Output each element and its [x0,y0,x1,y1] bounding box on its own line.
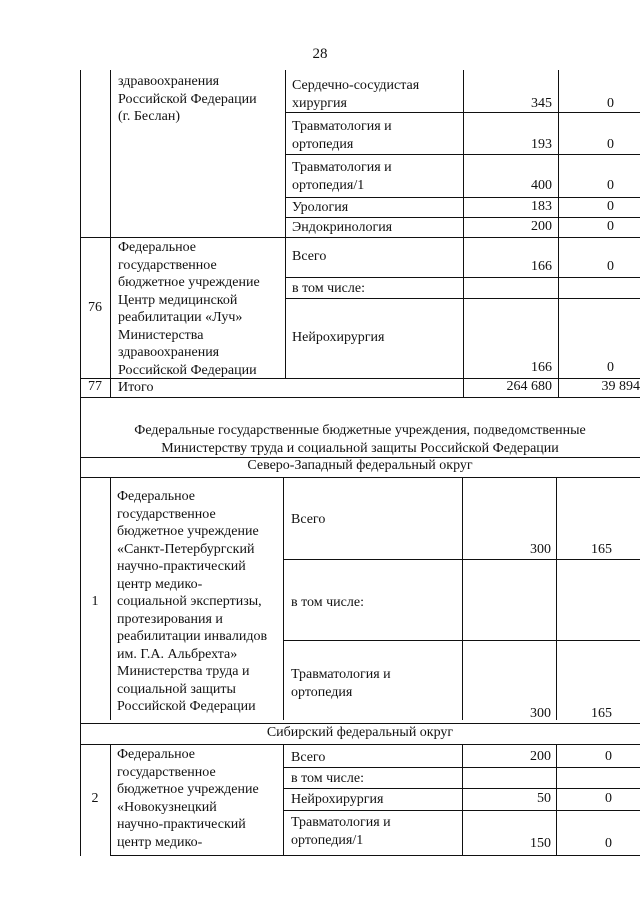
value2-cell: 0 [607,199,614,214]
profile-cell: Урология [292,200,349,215]
col-divider-org [285,70,286,378]
value2-cell: 0 [607,219,614,234]
sub-profile: Нейрохирургия [292,330,385,345]
org-name: Федеральное государственное бюджетное учреждение «Новокузнецкий научно-практический центр медико- [117,747,259,850]
row-number: 76 [88,300,102,315]
total-value: 300 [530,542,551,557]
total-label: Всего [292,249,327,264]
value-cell: 193 [531,137,552,152]
sub-value2: 0 [605,836,612,851]
total-value2: 0 [605,749,612,764]
total-label: Всего [291,750,326,765]
section-title: Федеральные государственные бюджетные учреждения, подведомственные Министерству труда и социальной защиты Российской Федерации [134,423,586,456]
sub-value2: 165 [591,706,612,721]
sub-value: 50 [537,791,551,806]
including-label: в том числе: [291,595,364,610]
page-number: 28 [312,46,328,62]
district-heading: Северо-Западный федеральный округ [247,458,473,473]
profile-cell: Травматология и ортопедия [292,119,392,152]
sub-value2: 0 [607,360,614,375]
total-value: 166 [531,259,552,274]
total-value: 200 [530,749,551,764]
row-number: 77 [88,379,102,394]
org-name: Федеральное государственное бюджетное учреждение Центр медицинской реабилитации «Луч» Министерства здравоохранения Российской Федерации [118,240,260,378]
value-cell: 400 [531,178,552,193]
sub-value: 166 [531,360,552,375]
sub-value2: 0 [605,791,612,806]
total-value2: 165 [591,542,612,557]
grand-total-value2: 39 894 [601,379,640,394]
col-divider-num [110,70,111,398]
including-label: в том числе: [291,771,364,786]
org-name-continued: здравоохранения Российской Федерации (г. Беслан) [118,74,257,124]
total-value2: 0 [607,259,614,274]
row-number: 2 [91,791,99,806]
profile-cell: Сердечно-сосудистая хирургия [292,78,420,111]
sub-profile: Травматология и ортопедия [291,667,391,700]
sub-profile: Нейрохирургия [291,792,384,807]
org-name: Федеральное государственное бюджетное учреждение «Санкт-Петербургский научно-практический центр медико- социальной экспертизы, протезирования и реабилитации инвалидов им. Г.А. Альбрехта» Министерства труда и социальной защиты Российской Федерации [117,489,268,714]
sub-value: 150 [530,836,551,851]
including-label: в том числе: [292,281,365,296]
sub-value: 300 [530,706,551,721]
district-heading: Сибирский федеральный округ [266,725,454,740]
profile-cell: Травматология и ортопедия/1 [292,160,392,193]
value-cell: 200 [531,219,552,234]
value2-cell: 0 [607,96,614,111]
total-row-label: Итого [118,380,154,395]
total-label: Всего [291,512,326,527]
value-cell: 345 [531,96,552,111]
row-number: 1 [91,594,99,609]
value-cell: 183 [531,199,552,214]
grand-total-value: 264 680 [506,379,552,394]
value2-cell: 0 [607,137,614,152]
profile-cell: Эндокринология [292,220,393,235]
value2-cell: 0 [607,178,614,193]
sub-profile: Травматология и ортопедия/1 [291,815,391,848]
